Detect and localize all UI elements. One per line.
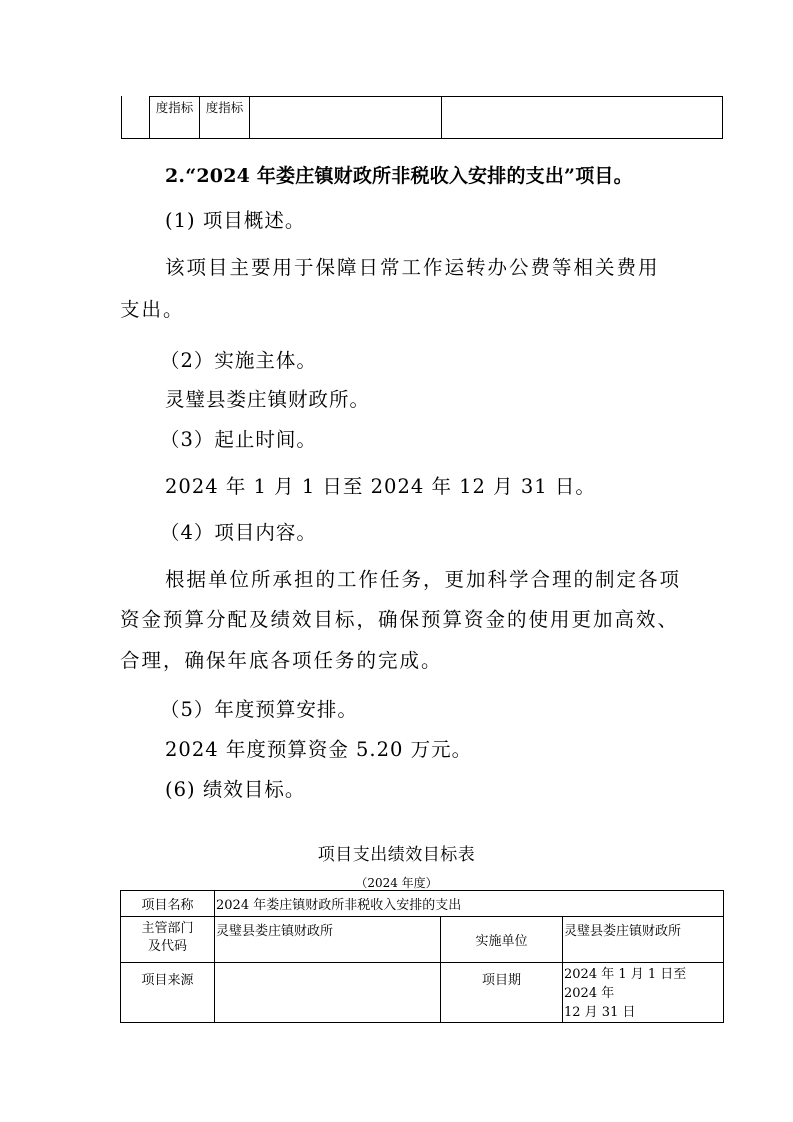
period-label: （3）起止时间。	[160, 428, 317, 451]
perf-table-title: 项目支出绩效目标表	[317, 845, 476, 865]
section-heading: 2.“2024 年娄庄镇财政所非税收入安排的支出”项目。	[165, 165, 633, 187]
dept-label-line2: 及代码	[147, 939, 187, 954]
table-row	[121, 891, 724, 917]
table-cell	[199, 96, 249, 139]
dept-value: 灵璧县娄庄镇财政所	[215, 917, 441, 963]
table-cell	[249, 96, 441, 139]
goals-label: (6) 绩效目标。	[165, 778, 306, 801]
impl-value: 灵璧县娄庄镇财政所	[563, 917, 724, 963]
table-cell	[149, 96, 199, 139]
perf-target-table	[120, 890, 724, 1023]
table-row	[121, 917, 724, 963]
content-line1: 根据单位所承担的工作任务，更加科学合理的制定各项	[165, 568, 682, 591]
overview-text-line2: 支出。	[120, 298, 185, 321]
budget-text: 2024 年度预算资金 5.20 万元。	[165, 738, 473, 761]
implementer-label: （2）实施主体。	[160, 349, 317, 372]
table-cell	[121, 96, 149, 139]
period-value-line2: 12 月 31 日	[564, 1005, 636, 1020]
table-row	[121, 963, 724, 1023]
content-line3: 合理，确保年底各项任务的完成。	[120, 649, 443, 672]
overview-text-line1: 该项目主要用于保障日常工作运转办公费等相关费用	[165, 256, 660, 279]
period-value-line1: 2024 年 1 月 1 日至 2024 年	[564, 967, 687, 1001]
cell-text: 度指标	[205, 100, 244, 115]
overview-label: (1) 项目概述。	[165, 209, 306, 232]
top-table-fragment	[121, 96, 723, 139]
implementer-text: 灵璧县娄庄镇财政所。	[165, 388, 371, 411]
source-value	[215, 963, 441, 1023]
impl-label: 实施单位	[441, 917, 563, 963]
period-table-value	[563, 963, 724, 1023]
content-label: （4）项目内容。	[160, 521, 317, 544]
dept-label	[121, 917, 215, 963]
period-text: 2024 年 1 月 1 日至 2024 年 12 月 31 日。	[165, 475, 596, 498]
cell-text: 度指标	[155, 100, 194, 115]
budget-label: （5）年度预算安排。	[160, 698, 358, 721]
table-cell	[441, 96, 723, 139]
source-label: 项目来源	[121, 963, 215, 1023]
dept-label-line1: 主管部门	[141, 921, 194, 936]
perf-table-year: （2024 年度）	[355, 876, 438, 890]
content-line2: 资金预算分配及绩效目标，确保预算资金的使用更加高效、	[120, 608, 680, 631]
project-name-label: 项目名称	[121, 891, 215, 917]
period-table-label: 项目期	[441, 963, 563, 1023]
project-name-value: 2024 年娄庄镇财政所非税收入安排的支出	[215, 891, 724, 917]
